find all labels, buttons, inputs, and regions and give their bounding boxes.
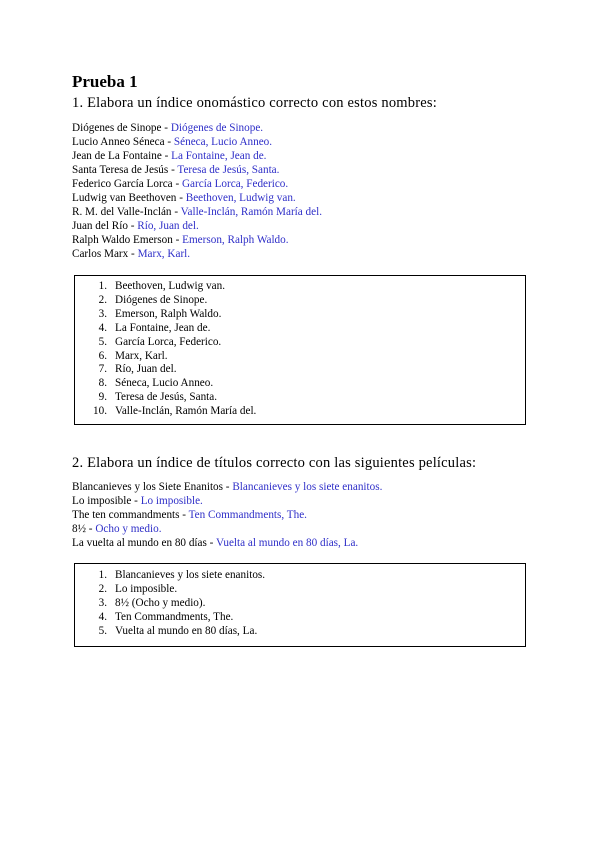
- original-entry: Carlos Marx: [72, 248, 129, 260]
- corrected-entry: Séneca, Lucio Anneo.: [173, 136, 273, 148]
- index-number: 5.: [98, 335, 107, 348]
- separator: -: [171, 206, 181, 218]
- index-number: 1.: [98, 280, 107, 292]
- index-item: [75, 322, 525, 336]
- list-item: [72, 247, 322, 261]
- separator: -: [127, 220, 138, 232]
- separator: -: [179, 509, 189, 521]
- section2-index-box: [74, 563, 526, 647]
- section2-heading: 2. Elabora un índice de títulos correcto con las siguientes películas:: [72, 455, 477, 471]
- list-item: [72, 121, 322, 135]
- corrected-entry: La Fontaine, Jean de.: [171, 150, 267, 162]
- separator: -: [85, 523, 96, 535]
- index-number: 5.: [98, 624, 107, 637]
- list-item: [72, 508, 382, 522]
- corrected-entry: Lo imposible.: [140, 495, 203, 507]
- index-number: 1.: [98, 569, 107, 581]
- index-text: 8½ (Ocho y medio).: [115, 596, 206, 609]
- section1-index-box: [74, 275, 526, 425]
- corrected-entry: Marx, Karl.: [137, 248, 191, 260]
- original-entry: Diógenes de Sinope: [72, 122, 162, 134]
- original-entry: Ralph Waldo Emerson: [72, 234, 173, 246]
- index-item: [75, 625, 525, 639]
- corrected-entry: Emerson, Ralph Waldo.: [182, 234, 289, 246]
- index-text: Marx, Karl.: [115, 349, 168, 362]
- index-item: [75, 569, 525, 583]
- corrected-entry: Río, Juan del.: [137, 220, 199, 232]
- index-item: [75, 350, 525, 364]
- separator: -: [128, 248, 138, 260]
- corrected-entry: Valle-Inclán, Ramón María del.: [180, 206, 323, 218]
- original-entry: The ten commandments: [72, 509, 180, 521]
- index-text: Lo imposible.: [115, 582, 178, 595]
- list-item: [72, 163, 322, 177]
- original-entry: R. M. del Valle-Inclán: [72, 206, 172, 218]
- list-item: [72, 233, 322, 247]
- index-text: Blancanieves y los siete enanitos.: [115, 569, 266, 581]
- index-text: Río, Juan del.: [115, 363, 177, 376]
- index-number: 8.: [98, 377, 107, 390]
- list-item: [72, 191, 322, 205]
- index-number: 3.: [98, 596, 107, 609]
- separator: -: [164, 136, 174, 148]
- page-title: Prueba 1: [72, 72, 138, 91]
- list-item: [72, 205, 322, 219]
- index-item: [75, 611, 525, 625]
- corrected-entry: Teresa de Jesús, Santa.: [177, 164, 280, 176]
- index-text: Vuelta al mundo en 80 días, La.: [115, 624, 258, 637]
- index-item: [75, 391, 525, 405]
- list-item: [72, 522, 382, 536]
- index-text: Ten Commandments, The.: [115, 610, 234, 623]
- section1-name-list: [72, 121, 322, 261]
- section1-heading: 1. Elabora un índice onomástico correcto con estos nombres:: [72, 95, 437, 111]
- corrected-entry: Diógenes de Sinope.: [170, 122, 264, 134]
- separator: -: [172, 234, 183, 246]
- original-entry: Jean de La Fontaine: [72, 150, 162, 162]
- index-number: 10.: [93, 405, 107, 418]
- index-number: 9.: [98, 391, 107, 404]
- original-entry: Lucio Anneo Séneca: [72, 136, 165, 148]
- separator: -: [168, 164, 178, 176]
- original-entry: Ludwig van Beethoven: [72, 192, 177, 204]
- section2-index-list: [75, 569, 525, 639]
- separator: -: [206, 537, 216, 549]
- separator: -: [131, 495, 141, 507]
- index-text: Teresa de Jesús, Santa.: [115, 391, 218, 404]
- index-text: García Lorca, Federico.: [115, 335, 222, 348]
- index-item: [75, 280, 525, 294]
- index-number: 4.: [98, 321, 107, 334]
- separator: -: [161, 150, 172, 162]
- corrected-entry: Ten Commandments, The.: [188, 509, 307, 521]
- index-number: 2.: [98, 293, 107, 306]
- corrected-entry: García Lorca, Federico.: [181, 178, 289, 190]
- corrected-entry: Ocho y medio.: [95, 523, 162, 535]
- list-item: [72, 149, 322, 163]
- separator: -: [223, 481, 233, 493]
- original-entry: 8½: [72, 523, 86, 535]
- index-item: [75, 336, 525, 350]
- index-text: Valle-Inclán, Ramón María del.: [115, 405, 257, 418]
- index-number: 4.: [98, 610, 107, 623]
- section1-index-list: [75, 280, 525, 419]
- list-item: [72, 494, 382, 508]
- index-text: Séneca, Lucio Anneo.: [115, 377, 214, 390]
- index-number: 3.: [98, 307, 107, 320]
- index-number: 2.: [98, 582, 107, 595]
- corrected-entry: Beethoven, Ludwig van.: [185, 192, 296, 204]
- list-item: [72, 219, 322, 233]
- index-item: [75, 377, 525, 391]
- separator: -: [176, 192, 186, 204]
- list-item: [72, 135, 322, 149]
- index-text: Beethoven, Ludwig van.: [115, 280, 225, 292]
- list-item: [72, 177, 322, 191]
- index-item: [75, 294, 525, 308]
- original-entry: Federico García Lorca: [72, 178, 173, 190]
- index-item: [75, 597, 525, 611]
- index-number: 7.: [98, 363, 107, 376]
- index-text: La Fontaine, Jean de.: [115, 321, 211, 334]
- original-entry: Juan del Río: [72, 220, 128, 232]
- list-item: [72, 480, 382, 494]
- section2-title-list: [72, 480, 382, 550]
- index-item: [75, 405, 525, 419]
- corrected-entry: Blancanieves y los siete enanitos.: [232, 481, 383, 493]
- index-item: [75, 363, 525, 377]
- index-item: [75, 308, 525, 322]
- separator: -: [161, 122, 171, 134]
- index-item: [75, 583, 525, 597]
- index-text: Emerson, Ralph Waldo.: [115, 307, 222, 320]
- separator: -: [172, 178, 182, 190]
- index-number: 6.: [98, 349, 107, 362]
- original-entry: Lo imposible: [72, 495, 132, 507]
- corrected-entry: Vuelta al mundo en 80 días, La.: [215, 537, 359, 549]
- index-text: Diógenes de Sinope.: [115, 293, 208, 306]
- original-entry: Blancanieves y los Siete Enanitos: [72, 481, 223, 493]
- original-entry: Santa Teresa de Jesús: [72, 164, 169, 176]
- list-item: [72, 536, 382, 550]
- original-entry: La vuelta al mundo en 80 días: [72, 537, 207, 549]
